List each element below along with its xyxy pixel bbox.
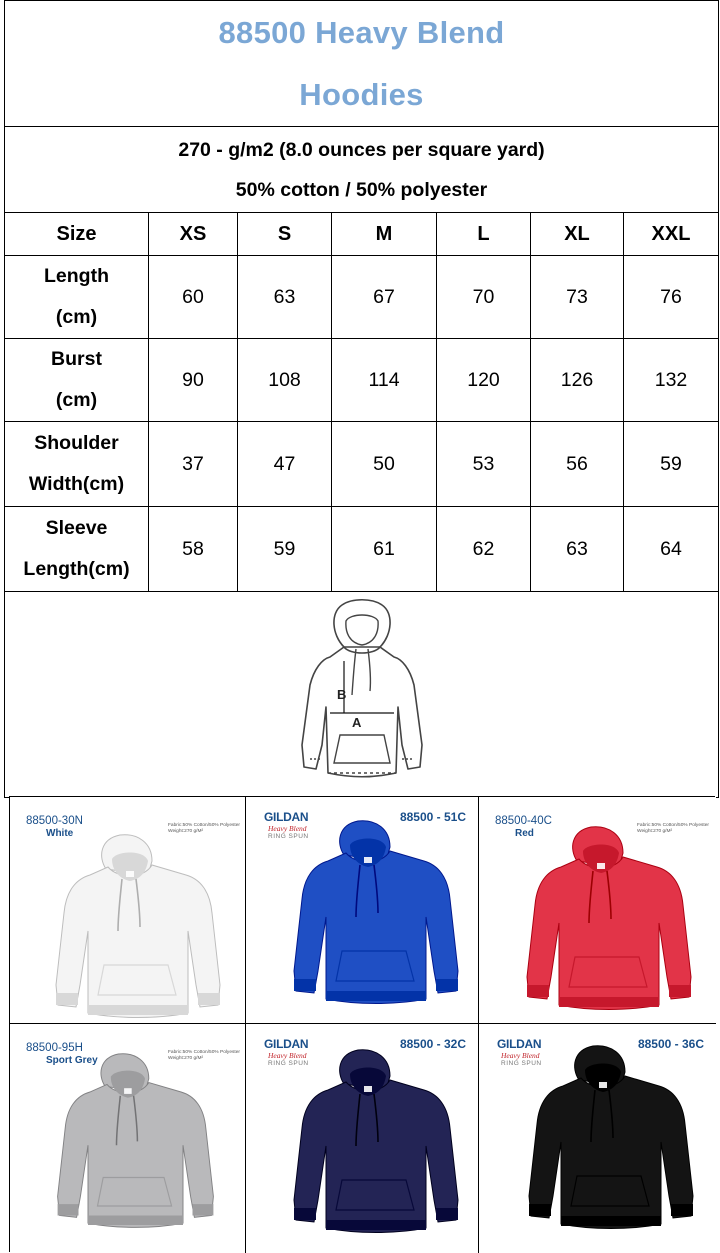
hoodie-part	[56, 993, 78, 1005]
color-name: White	[46, 828, 74, 839]
hoodie-image	[246, 1024, 479, 1253]
color-card[interactable]	[246, 1024, 479, 1253]
row-label: Sleeve Length(cm)	[5, 507, 149, 592]
diagram-label-b: B	[336, 686, 346, 702]
hoodie-measurement-diagram	[282, 595, 442, 795]
hoodie-part	[436, 1208, 458, 1220]
product-subtitle: Hoodies	[299, 76, 424, 112]
hoodie-part	[294, 979, 316, 991]
table-row	[5, 422, 719, 507]
hoodie-part	[124, 1088, 132, 1094]
color-card[interactable]	[10, 1024, 246, 1253]
color-card[interactable]	[479, 797, 716, 1024]
table-cell: 90	[149, 339, 238, 422]
table-cell: 132	[624, 339, 719, 422]
product-code: 88500-40C	[495, 815, 552, 827]
product-code: 88500-95H	[26, 1042, 83, 1054]
table-cell: 108	[238, 339, 332, 422]
hoodie-part	[88, 1005, 188, 1015]
hoodie-image	[479, 797, 716, 1024]
table-cell: 53	[437, 422, 531, 507]
row-label: Burst (cm)	[5, 339, 149, 422]
gildan-logo: GILDAN Heavy Blend RING SPUN	[264, 810, 309, 840]
header-cell: XXL	[624, 213, 719, 256]
fabric-note: Fabric:50% Cotton/50% Polyester Weight:270 g/M²	[168, 1050, 240, 1061]
hoodie-part	[198, 993, 220, 1005]
table-cell: 37	[149, 422, 238, 507]
hoodie-part	[529, 1204, 551, 1216]
product-code: 88500-30N	[26, 815, 83, 827]
table-row	[5, 507, 719, 592]
hoodie-part	[561, 1216, 661, 1226]
hoodie-part	[364, 1086, 372, 1092]
table-cell: 47	[238, 422, 332, 507]
product-code: 88500 - 32C	[399, 1037, 466, 1051]
hoodie-part	[364, 857, 372, 863]
weight-spec: 270 - g/m2 (8.0 ounces per square yard)	[178, 138, 545, 161]
fabric-note: Fabric:50% Cotton/50% Polyester Weight:270 g/M²	[168, 823, 240, 834]
row-label: Length (cm)	[5, 256, 149, 339]
table-row	[5, 339, 719, 422]
color-card[interactable]	[10, 797, 246, 1024]
table-cell: 64	[624, 507, 719, 592]
hoodie-image	[10, 797, 246, 1024]
table-cell: 67	[332, 256, 437, 339]
product-code: 88500 - 36C	[637, 1037, 704, 1051]
gildan-logo: GILDAN Heavy Blend RING SPUN	[264, 1037, 309, 1067]
hoodie-image	[10, 1024, 246, 1253]
header-cell: S	[238, 213, 332, 256]
fabric-spec: 50% cotton / 50% polyester	[235, 178, 488, 201]
table-cell: 62	[437, 507, 531, 592]
hoodie-part	[294, 1208, 316, 1220]
row-label: Shoulder Width(cm)	[5, 422, 149, 507]
color-variants-grid	[9, 796, 715, 1252]
product-title: 88500 Heavy Blend	[218, 14, 505, 50]
table-cell: 120	[437, 339, 531, 422]
table-cell: 76	[624, 256, 719, 339]
table-cell: 73	[531, 256, 624, 339]
spec-cell	[5, 127, 719, 213]
table-cell: 114	[332, 339, 437, 422]
hoodie-part	[193, 1204, 214, 1215]
header-cell: M	[332, 213, 437, 256]
hoodie-part	[326, 1220, 426, 1230]
table-cell: 70	[437, 256, 531, 339]
table-cell: 126	[531, 339, 624, 422]
color-card[interactable]	[246, 797, 479, 1024]
gildan-logo: GILDAN Heavy Blend RING SPUN	[497, 1037, 542, 1067]
table-cell: 50	[332, 422, 437, 507]
hoodie-part	[126, 871, 134, 877]
color-name: Red	[515, 828, 534, 839]
hoodie-part	[58, 1204, 79, 1215]
fabric-note: Fabric:50% Cotton/50% Polyester Weight:270 g/M²	[637, 823, 709, 834]
hoodie-part	[671, 1204, 693, 1216]
hoodie-part	[436, 979, 458, 991]
table-cell: 60	[149, 256, 238, 339]
table-cell: 63	[531, 507, 624, 592]
hoodie-image	[246, 797, 479, 1024]
hoodie-part	[559, 997, 659, 1007]
size-chart	[4, 0, 718, 798]
header-cell: Size	[5, 213, 149, 256]
title-cell	[5, 1, 719, 127]
hoodie-part	[599, 1082, 607, 1088]
hoodie-part	[326, 991, 426, 1001]
hoodie-part	[88, 1216, 183, 1226]
hoodie-part	[669, 985, 691, 997]
color-card[interactable]	[479, 1024, 716, 1253]
measurement-diagram-cell	[5, 592, 719, 798]
table-cell: 58	[149, 507, 238, 592]
header-cell: XL	[531, 213, 624, 256]
header-cell: XS	[149, 213, 238, 256]
hoodie-image	[479, 1024, 716, 1253]
color-name: Sport Grey	[46, 1055, 98, 1066]
diagram-label-a: A	[351, 714, 361, 730]
header-cell: L	[437, 213, 531, 256]
hoodie-part	[527, 985, 549, 997]
table-row	[5, 256, 719, 339]
table-cell: 59	[624, 422, 719, 507]
table-cell: 61	[332, 507, 437, 592]
size-header-row	[5, 213, 719, 256]
table-cell: 63	[238, 256, 332, 339]
table-cell: 56	[531, 422, 624, 507]
product-code: 88500 - 51C	[399, 810, 466, 824]
table-cell: 59	[238, 507, 332, 592]
hoodie-part	[597, 863, 605, 869]
